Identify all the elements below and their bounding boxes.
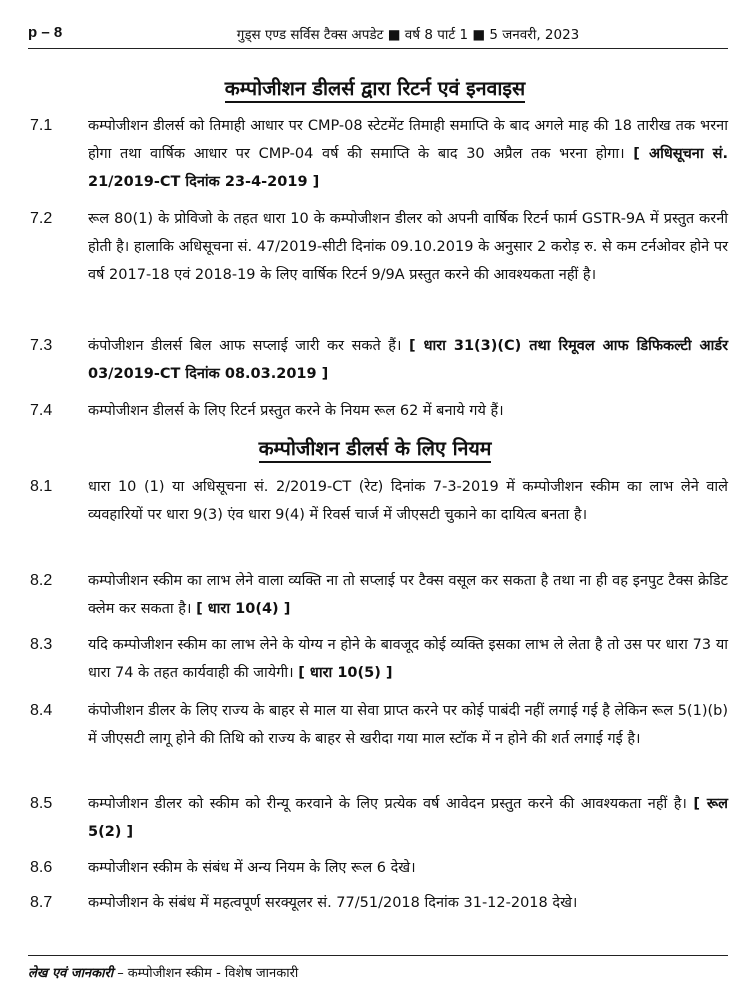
paragraph-text: कम्पोजीशन स्कीम का लाभ लेने वाला व्यक्ति ना तो सप्लाई पर टैक्स वसूल कर सकता है तथा ना ही वह इनपुट टैक्स क्रेडिट क्लेम कर सकता है। — [88, 573, 728, 617]
reference: [ धारा 31(3)(C) तथा रिमूवल आफ डिफिकल्टी आर्डर 03/2019-CT दिनांक 08.03.2019 ] — [88, 338, 729, 382]
paragraph-text: यदि कम्पोजीशन स्कीम का लाभ लेने के योग्य न होने के बावजूद कोई व्यक्ति इसका लाभ ले लेता है तो उस पर धारा 73 या धारा 74 के तहत कार्यवाही की जायेगी। — [88, 637, 728, 681]
paragraph-text: धारा 10 (1) या अधिसूचना सं. 2/2019-CT (रेट) दिनांक 7-3-2019 में कम्पोजीशन स्कीम का लाभ लेने वाले व्यवहारियों पर धारा 9(3) एंव धारा 9(4) में रिवर्स चार्ज में जीएसटी चुकाने का दायित्व बनता है। — [88, 479, 728, 523]
section-title-returns: कम्पोजीशन डीलर्स द्वारा रिटर्न एवं इनवाइस — [0, 74, 750, 101]
paragraph-8-1 — [30, 473, 728, 529]
paragraph-text: कम्पोजीशन स्कीम के संबंध में अन्य नियम के लिए रूल 6 देखे। — [88, 860, 416, 876]
paragraph-number: 8.3 — [30, 636, 53, 653]
page-header — [28, 24, 728, 49]
paragraph-text: कंपोजीशन डीलर्स बिल आफ सप्लाई जारी कर सकते हैं। — [88, 338, 402, 354]
footer-label: लेख एवं जानकारी — [28, 966, 114, 981]
paragraph-text: रूल 80(1) के प्रोविजो के तहत धारा 10 के कम्पोजीशन डीलर को अपनी वार्षिक रिटर्न फार्म GSTR-9A में प्रस्तुत करनी होती है। हालाकि अधिसूचना सं. 47/2019-सीटी दिनांक 09.10.2019 के अनुसार 2 करोड़ रु. से कम टर्नओवर होने पर वर्ष 2017-18 एवं 2018-19 के लिए वार्षिक रिटर्न 9/9A प्रस्तुत करने की आवश्यकता नहीं है। — [88, 211, 728, 283]
paragraph-8-6 — [30, 854, 728, 882]
paragraph-number: 7.3 — [30, 337, 53, 354]
paragraph-number: 8.7 — [30, 894, 53, 911]
paragraph-7-2 — [30, 205, 728, 289]
paragraph-8-5 — [30, 790, 728, 846]
paragraph-number: 7.2 — [30, 210, 53, 227]
paragraph-text: कम्पोजीशन डीलर्स को तिमाही आधार पर CMP-08 स्टेटमेंट तिमाही समाप्ति के बाद अगले माह की 18 तारीख तक भरना होगा तथा वार्षिक आधार पर CMP-04 वर्ष की समाप्ति के बाद 30 अप्रैल तक भरना होगा। — [88, 118, 728, 162]
footer-text: कम्पोजीशन स्कीम - विशेष जानकारी — [127, 966, 299, 981]
paragraph-text: कम्पोजीशन डीलर को स्कीम को रीन्यू करवाने के लिए प्रत्येक वर्ष आवेदन प्रस्तुत करने की आवश्यकता नहीं है। — [88, 796, 687, 812]
paragraph-number: 7.1 — [30, 117, 53, 134]
paragraph-number: 8.6 — [30, 859, 53, 876]
paragraph-number: 8.1 — [30, 478, 53, 495]
paragraph-number: 8.4 — [30, 702, 53, 719]
page-number: p – 8 — [28, 24, 63, 41]
paragraph-number: 8.5 — [30, 795, 53, 812]
paragraph-number: 7.4 — [30, 402, 53, 419]
paragraph-text: कम्पोजीशन के संबंध में महत्वपूर्ण सरक्यूलर सं. 77/51/2018 दिनांक 31-12-2018 देखे। — [88, 895, 578, 911]
paragraph-text: कम्पोजीशन डीलर्स के लिए रिटर्न प्रस्तुत करने के नियम रूल 62 में बनाये गये हैं। — [88, 403, 504, 419]
paragraph-7-3 — [30, 332, 728, 388]
paragraph-7-1 — [30, 112, 728, 196]
paragraph-8-4 — [30, 697, 728, 753]
reference: [ रूल 5(2) ] — [88, 796, 729, 840]
running-head: गुड्स एण्ड सर्विस टैक्स अपडेट ■ वर्ष 8 पार्ट 1 ■ 5 जनवरी, 2023 — [236, 27, 580, 43]
reference: [ धारा 10(4) ] — [196, 601, 291, 617]
reference: [ धारा 10(5) ] — [298, 665, 393, 681]
paragraph-8-2 — [30, 567, 728, 623]
footer-separator: – — [117, 966, 124, 981]
reference: [ अधिसूचना सं. 21/2019-CT दिनांक 23-4-2019 ] — [88, 146, 728, 190]
page-footer — [28, 955, 728, 981]
paragraph-number: 8.2 — [30, 572, 53, 589]
section-title-rules: कम्पोजीशन डीलर्स के लिए नियम — [0, 434, 750, 461]
paragraph-text: कंपोजीशन डीलर के लिए राज्य के बाहर से माल या सेवा प्राप्त करने पर कोई पाबंदी नहीं लगाई गई है लेकिन रूल 5(1)(b) में जीएसटी लागू होने की तिथि को राज्य के बाहर से खरीदा गया माल स्टॉक में न होने की शर्त लगाई गई है। — [88, 703, 728, 747]
paragraph-8-3 — [30, 631, 728, 687]
paragraph-7-4 — [30, 397, 728, 425]
paragraph-8-7 — [30, 889, 728, 917]
